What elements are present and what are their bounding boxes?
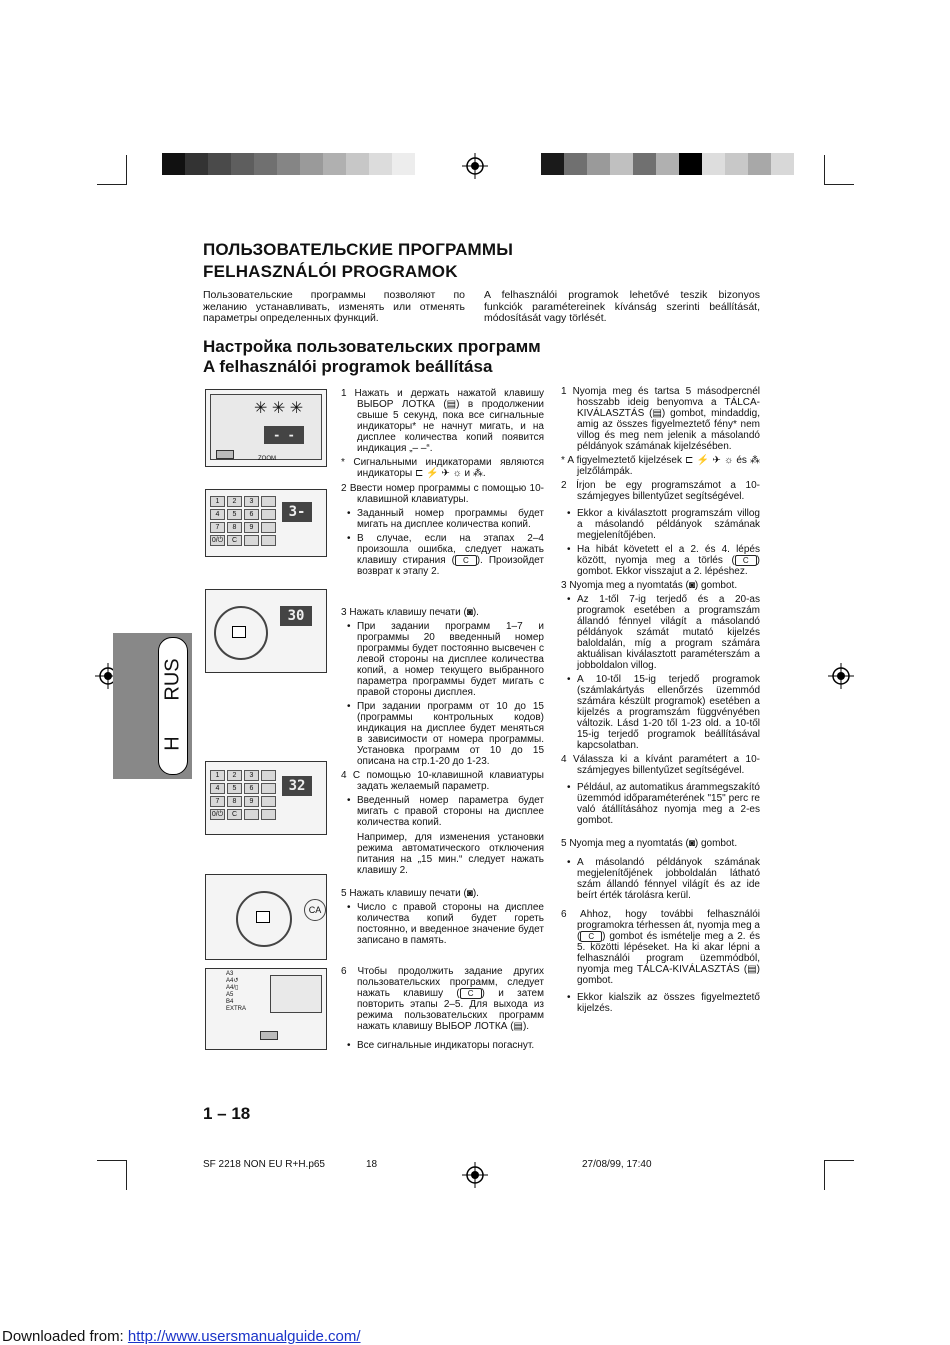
step-hu-1: 1 Nyomja meg és tartsa 5 másodpercnél hosszabb ideig benyomva a TÁLCA-KIVÁLASZTÁS (▤) gombot, mindaddig, amig az összes figyelmeztető fény* nem villog és meg nem jelenik a másolandó példányok számának kijelzésében.	[561, 386, 760, 452]
tray-size-label: A4↺	[226, 978, 239, 984]
tray-size-label: B4	[226, 999, 234, 1005]
step-hu-6: 6 Ahhoz, hogy további felhasználói programokra térhessen át, nyomja meg a ( C ) gombot és ismételje meg a 2. és 5. közötti lépéseket. Ha ki akar lépni a felhasználói program üzemmódból, nyomja meg TÁLCA-KIVÁLASZTÁS (▤) gombot.	[561, 909, 760, 986]
keypad-key: 2	[227, 496, 242, 507]
color-swatch	[748, 153, 771, 175]
keypad-key: 1	[210, 496, 225, 507]
print-key-icon	[232, 626, 246, 638]
color-swatch	[656, 153, 679, 175]
copy-count-display: - -	[264, 426, 304, 444]
keypad-key: C	[227, 809, 242, 820]
keypad-key	[261, 496, 276, 507]
crop-mark	[126, 155, 127, 185]
para-ru-4: Например, для изменения установки режима автоматического отключения питания на „15 мин.“ следует нажать клавишу 2.	[357, 832, 544, 876]
color-swatch	[564, 153, 587, 175]
bullet-hu-6a: • Ekkor kialszik az összes figyelmeztető kijelzés.	[561, 992, 760, 1014]
keypad-key	[261, 522, 276, 533]
color-swatch	[725, 153, 748, 175]
registration-mark-icon	[462, 153, 488, 179]
keypad-key: 4	[210, 783, 225, 794]
color-swatch	[702, 153, 725, 175]
column-hu	[561, 386, 760, 1017]
zoom-label: ZOOM	[258, 456, 276, 462]
clear-all-key: CA	[304, 899, 326, 921]
intro-ru: Пользовательские программы позволяют по желанию устанавливать, изменять или отменять параметры определенных функций.	[203, 289, 465, 324]
color-swatch	[208, 153, 231, 175]
color-swatch	[587, 153, 610, 175]
figure-control-panel-step1	[205, 389, 327, 467]
footer-date: 27/08/99, 17:40	[582, 1159, 652, 1170]
clear-key-icon: C	[455, 555, 477, 566]
keypad-key: 5	[227, 783, 242, 794]
keypad-key: 9	[244, 522, 259, 533]
footer-file: SF 2218 NON EU R+H.p65	[203, 1159, 325, 1170]
keypad-key: 0/⏻	[211, 537, 224, 544]
crop-mark	[97, 1160, 127, 1161]
color-swatch	[346, 153, 369, 175]
color-calibration-bar-right	[541, 153, 794, 175]
keypad-key: 7	[210, 796, 225, 807]
keypad-key	[261, 783, 276, 794]
bullet-hu-5a: • A másolandó példányok számának megjelenítőjének jobboldalán látható szám állandó fénnyel világít és az ide beírt érték tárolásra kerül.	[561, 857, 760, 901]
color-swatch	[369, 153, 392, 175]
bullet-ru-6a: • Все сигнальные индикаторы погаснут.	[341, 1040, 544, 1051]
copy-count-display: 3-	[282, 502, 312, 522]
tray-size-label: A4/▯	[226, 985, 239, 991]
title-ru: ПОЛЬЗОВАТЕЛЬСКИЕ ПРОГРАММЫ	[203, 240, 514, 259]
keypad-key	[261, 796, 276, 807]
color-swatch	[392, 153, 415, 175]
keypad-key: 3	[244, 770, 259, 781]
note-hu-1: * A figyelmeztető kijelzések ⊏ ⚡ ✈ ☼ és ⁂ jelzőlámpák.	[561, 455, 760, 477]
keypad-key: 5	[227, 509, 242, 520]
crop-mark	[97, 184, 127, 185]
step-hu-5: 5 Nyomja meg a nyomtatás (◙) gombot.	[561, 838, 738, 849]
color-swatch	[277, 153, 300, 175]
subtitle-ru: Настройка пользовательских программ	[203, 337, 541, 356]
color-swatch	[541, 153, 564, 175]
keypad-key: 1	[210, 770, 225, 781]
keypad-key: 2	[227, 770, 242, 781]
color-swatch	[185, 153, 208, 175]
step-hu-2: 2 Írjon be egy programszámot a 10-számjegyes billentyűzet segítségével.	[561, 480, 760, 502]
keypad-key	[261, 770, 276, 781]
step-ru-4: 4 С помощью 10-клавишной клавиатуры задать желаемый параметр.	[341, 770, 544, 792]
tray-size-label: A5	[226, 992, 234, 998]
print-key-icon	[256, 911, 270, 923]
crop-mark	[126, 1160, 127, 1190]
figure-tray-panel-step6	[205, 968, 327, 1050]
color-swatch	[633, 153, 656, 175]
download-line	[2, 1328, 361, 1345]
color-swatch	[323, 153, 346, 175]
bullet-hu-2b: • Ha hibát követett el a 2. és 4. lépés között, nyomja meg a törlés ( C ) gombot. Ekkor visszajut a 2. lépéshez.	[561, 544, 760, 577]
color-swatch	[254, 153, 277, 175]
color-swatch	[771, 153, 794, 175]
color-swatch	[231, 153, 254, 175]
keypad-key	[244, 809, 259, 820]
tray-size-label: EXTRA	[226, 1006, 247, 1012]
intro-hu: A felhasználói programok lehetővé teszik bizonyos funkciók paramétereinek kívánság szerinti beállítását, módosítását vagy törlését.	[484, 289, 760, 324]
keypad-key	[261, 535, 276, 546]
tray-select-key-icon	[260, 1031, 278, 1040]
color-swatch	[679, 153, 702, 175]
bullet-ru-3b: • При задании программ от 10 до 15 (программы контрольных кодов) индикация на дисплее будет меняться в зависимости от номера программы. Установка программ от 10 до 15 описана на стр.1-20 до 1-23.	[341, 701, 544, 767]
keypad-key: 0/⏻	[211, 811, 224, 818]
keypad-key	[244, 535, 259, 546]
step-ru-6: 6 Чтобы продолжить задание других пользовательских программ, следует нажать клавишу ( C ) и затем повторить этапы 2–5. Для выхода из режима пользовательских программ нажать клавишу ВЫБОР ЛОТКА (▤).	[341, 966, 544, 1032]
tray-diagram	[270, 975, 322, 1013]
color-calibration-bar-left	[162, 153, 415, 175]
tab-label-rus: RUS	[161, 658, 184, 701]
color-swatch	[610, 153, 633, 175]
clear-key-icon: C	[460, 988, 482, 999]
ten-key-pad	[210, 770, 276, 820]
keypad-key: 6	[244, 509, 259, 520]
title-hu: FELHASZNÁLÓI PROGRAMOK	[203, 262, 458, 281]
bullet-ru-3a: • При задании программ 1–7 и программы 20 введенный номер программы будет постоянно высвечен с левой стороны на дисплее количества копий, а номер текущего выбранного параметра программы будет мигать с правой стороны дисплея.	[341, 621, 544, 698]
ten-key-pad	[210, 496, 276, 546]
bullet-hu-2a: • Ekkor a kiválasztott programszám villog a másolandó példányok számának megjelenítőjében.	[561, 508, 760, 541]
figure-keypad-step4	[205, 761, 327, 835]
keypad-key	[261, 809, 276, 820]
step-ru-2: 2 Ввести номер программы с помощью 10-клавишной клавиатуры.	[341, 483, 544, 505]
figure-print-key-step3	[205, 589, 327, 673]
tray-size-label: A3	[226, 971, 234, 977]
step-ru-1: 1 Нажать и держать нажатой клавишу ВЫБОР ЛОТКА (▤) в продолжении свыше 5 секунд, пока все сигнальные индикаторы* не начнут мигать, и на дисплее количества копий появится индикация „– –“.	[341, 388, 544, 454]
blink-icon: ✳ ✳ ✳	[254, 400, 304, 417]
keypad-key	[261, 509, 276, 520]
clear-key-icon: C	[735, 555, 757, 566]
crop-mark	[824, 1160, 854, 1161]
tab-label-h: H	[161, 736, 184, 751]
copy-count-display: 32	[282, 776, 312, 796]
bullet-ru-2b: • В случае, если на этапах 2–4 произошла ошибка, следует нажать клавишу стирания ( C ). Произойдет возврат к этапу 2.	[341, 533, 544, 577]
crop-mark	[824, 184, 854, 185]
color-swatch	[300, 153, 323, 175]
bullet-ru-4a: • Введенный номер параметра будет мигать с правой стороны на дисплее количества копий.	[341, 795, 544, 828]
registration-mark-icon	[828, 663, 854, 689]
note-ru-1: * Сигнальными индикаторами являются индикаторы ⊏ ⚡ ✈ ☼ и ⁂.	[341, 457, 544, 479]
clear-key-icon: C	[580, 931, 602, 942]
language-oval	[158, 637, 188, 775]
step-ru-3: 3 Нажать клавишу печати (◙).	[341, 607, 479, 618]
keypad-key: 3	[244, 496, 259, 507]
copy-count-display: 30	[280, 606, 312, 626]
bullet-ru-5a: • Число с правой стороны на дисплее количества копий будет гореть постоянно, и введенное значение будет записано в память.	[341, 902, 544, 946]
crop-mark	[824, 1160, 825, 1190]
keypad-key: 6	[244, 783, 259, 794]
keypad-key: 9	[244, 796, 259, 807]
keypad-key: 8	[227, 796, 242, 807]
figure-print-key-step5	[205, 874, 327, 960]
tray-size-list	[226, 971, 246, 1013]
registration-mark-icon	[462, 1162, 488, 1188]
step-hu-3: 3 Nyomja meg a nyomtatás (◙) gombot.	[561, 580, 738, 591]
footer-page: 18	[366, 1159, 378, 1170]
page-number: 1 – 18	[203, 1104, 251, 1123]
bullet-hu-3a: • Az 1-től 7-ig terjedő és a 20-as programok esetében a programszám állandó fénnyel világít a másolandó példányok számát mutató kijelzés baloldalán, míg a program számára aktuálisan kiválasztott paraméterszám a jobboldalon villog.	[561, 594, 760, 671]
keypad-key: 4	[210, 509, 225, 520]
bullet-hu-4a: • Például, az automatikus árammegszakító üzemmód időparaméterének "15" perc re való átállításához nyomja meg a 2-es gombot.	[561, 782, 760, 826]
column-ru	[341, 388, 544, 1054]
bullet-hu-3b: • A 10-től 15-ig terjedő programok (számlakártyás ellenőrzés üzemmód számára készült programok) esetében a kijelzés a programszám függvényében változik. Lásd 1-20 től 1-23 old. a 10-től 15-ig terjedő programok beállításával kapcsolatban.	[561, 674, 760, 751]
download-link[interactable]: http://www.usersmanualguide.com/	[127, 1328, 361, 1345]
bullet-ru-2a: • Заданный номер программы будет мигать на дисплее количества копий.	[341, 508, 544, 530]
keypad-key: 7	[210, 522, 225, 533]
crop-mark	[824, 155, 825, 185]
color-swatch	[162, 153, 185, 175]
step-hu-4: 4 Válassza ki a kívánt paramétert a 10-számjegyes billentyűzet segítségével.	[561, 754, 760, 776]
subtitle-hu: A felhasználói programok beállítása	[203, 357, 493, 376]
step-ru-5: 5 Нажать клавишу печати (◙).	[341, 888, 479, 899]
download-label: Downloaded from:	[2, 1328, 124, 1345]
tray-select-key-icon	[216, 450, 234, 459]
figure-keypad-step2	[205, 489, 327, 557]
keypad-key: C	[227, 535, 242, 546]
keypad-key: 8	[227, 522, 242, 533]
